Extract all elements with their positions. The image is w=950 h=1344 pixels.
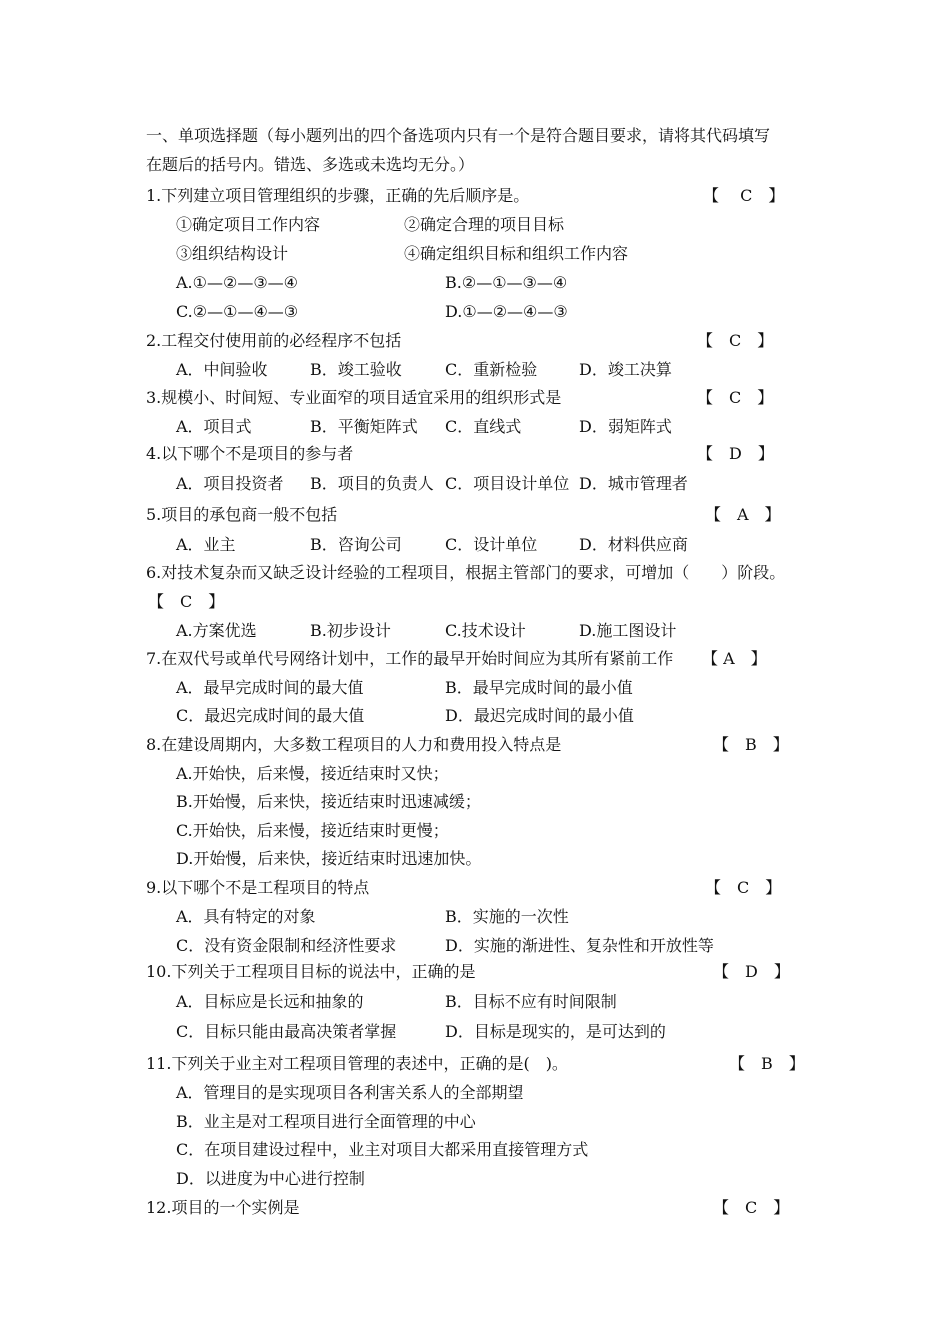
question-9-option: C．没有资金限制和经济性要求 [176, 936, 397, 955]
question-1-option: B.②—①—③—④ [445, 273, 568, 292]
question-9-stem: 9.以下哪个不是工程项目的特点 [146, 878, 370, 897]
question-3-stem: 3.规模小、时间短、专业面窄的项目适宜采用的组织形式是 [146, 388, 562, 407]
question-6-option: D.施工图设计 [579, 621, 677, 640]
question-7-option: A．最早完成时间的最大值 [176, 678, 364, 697]
question-11-option: B．业主是对工程项目进行全面管理的中心 [176, 1112, 476, 1131]
question-1-item: ①确定项目工作内容 [176, 215, 321, 234]
question-2-option: A．中间验收 [176, 360, 268, 379]
question-9-option: D．实施的渐进性、复杂性和开放性等 [445, 936, 714, 955]
question-10-answer: 【 D 】 [713, 962, 790, 981]
question-4-stem: 4.以下哪个不是项目的参与者 [146, 444, 354, 463]
question-3-option: D．弱矩阵式 [579, 417, 672, 436]
question-4-answer: 【 D 】 [697, 444, 774, 463]
question-4-option: C．项目设计单位 [445, 474, 570, 493]
question-8-option: D.开始慢，后来快，接近结束时迅速加快。 [176, 849, 482, 868]
question-8-option: C.开始快，后来慢，接近结束时更慢； [176, 821, 449, 840]
question-4-option: D．城市管理者 [579, 474, 688, 493]
question-2-stem: 2.工程交付使用前的必经程序不包括 [146, 331, 402, 350]
question-11-answer: 【 B 】 [729, 1054, 805, 1073]
question-2-option: D．竣工决算 [579, 360, 672, 379]
question-1-item: ④确定组织目标和组织工作内容 [404, 244, 629, 263]
question-9-option: B．实施的一次性 [445, 907, 569, 926]
question-1-option: A.①—②—③—④ [176, 273, 299, 292]
question-1-option: C.②—①—④—③ [176, 302, 299, 321]
question-1-option: D.①—②—④—③ [445, 302, 568, 321]
question-1-stem: 1.下列建立项目管理组织的步骤，正确的先后顺序是。 [146, 186, 530, 205]
question-7-option: D．最迟完成时间的最小值 [445, 706, 634, 725]
question-2-answer: 【 C 】 [697, 331, 774, 350]
question-10-option: A．目标应是长远和抽象的 [176, 992, 364, 1011]
question-8-answer: 【 B 】 [713, 735, 789, 754]
section-title: 一、单项选择题（每小题列出的四个备选项内只有一个是符合题目要求，请将其代码填写 [146, 126, 771, 145]
question-11-stem: 11.下列关于业主对工程项目管理的表述中，正确的是( )。 [146, 1054, 568, 1073]
question-7-option: B．最早完成时间的最小值 [445, 678, 633, 697]
question-8-option: B.开始慢，后来快，接近结束时迅速减缓； [176, 792, 481, 811]
question-7-option: C．最迟完成时间的最大值 [176, 706, 365, 725]
question-5-stem: 5.项目的承包商一般不包括 [146, 505, 338, 524]
question-2-option: B．竣工验收 [310, 360, 402, 379]
question-2-option: C．重新检验 [445, 360, 538, 379]
question-7-stem: 7.在双代号或单代号网络计划中，工作的最早开始时间应为其所有紧前工作 [146, 649, 674, 668]
question-3-option: C．直线式 [445, 417, 522, 436]
question-7-answer: 【 A 】 [702, 649, 767, 668]
question-4-option: A．项目投资者 [176, 474, 284, 493]
question-5-answer: 【 A 】 [705, 505, 781, 524]
question-11-option: D．以进度为中心进行控制 [176, 1169, 365, 1188]
question-6-option: C.技术设计 [445, 621, 526, 640]
question-8-option: A.开始快，后来慢，接近结束时又快； [176, 764, 449, 783]
question-4-option: B．项目的负责人 [310, 474, 434, 493]
question-9-answer: 【 C 】 [705, 878, 782, 897]
question-10-option: B．目标不应有时间限制 [445, 992, 617, 1011]
question-6-answer: 【 C 】 [148, 592, 225, 611]
question-1-item: ②确定合理的项目目标 [404, 215, 565, 234]
question-5-option: B．咨询公司 [310, 535, 402, 554]
question-6-option: A.方案优选 [176, 621, 257, 640]
question-12-stem: 12.项目的一个实例是 [146, 1198, 300, 1217]
question-6-stem: 6.对技术复杂而又缺乏设计经验的工程项目，根据主管部门的要求，可增加（ ）阶段。 [146, 563, 786, 582]
question-11-option: C．在项目建设过程中，业主对项目大都采用直接管理方式 [176, 1140, 589, 1159]
question-9-option: A．具有特定的对象 [176, 907, 316, 926]
question-10-option: D．目标是现实的，是可达到的 [445, 1022, 666, 1041]
question-1-item: ③组织结构设计 [176, 244, 289, 263]
question-10-stem: 10.下列关于工程项目目标的说法中，正确的是 [146, 962, 476, 981]
question-6-option: B.初步设计 [310, 621, 391, 640]
question-3-option: A．项目式 [176, 417, 252, 436]
question-5-option: D．材料供应商 [579, 535, 688, 554]
section-title-cont: 在题后的括号内。错选、多选或未选均无分。） [146, 155, 475, 174]
question-3-option: B．平衡矩阵式 [310, 417, 418, 436]
question-11-option: A．管理目的是实现项目各利害关系人的全部期望 [176, 1083, 524, 1102]
question-12-answer: 【 C 】 [713, 1198, 790, 1217]
question-1-answer: 【 C 】 [703, 186, 785, 205]
question-3-answer: 【 C 】 [697, 388, 774, 407]
question-5-option: A．业主 [176, 535, 236, 554]
question-8-stem: 8.在建设周期内，大多数工程项目的人力和费用投入特点是 [146, 735, 562, 754]
question-10-option: C．目标只能由最高决策者掌握 [176, 1022, 397, 1041]
question-5-option: C．设计单位 [445, 535, 538, 554]
